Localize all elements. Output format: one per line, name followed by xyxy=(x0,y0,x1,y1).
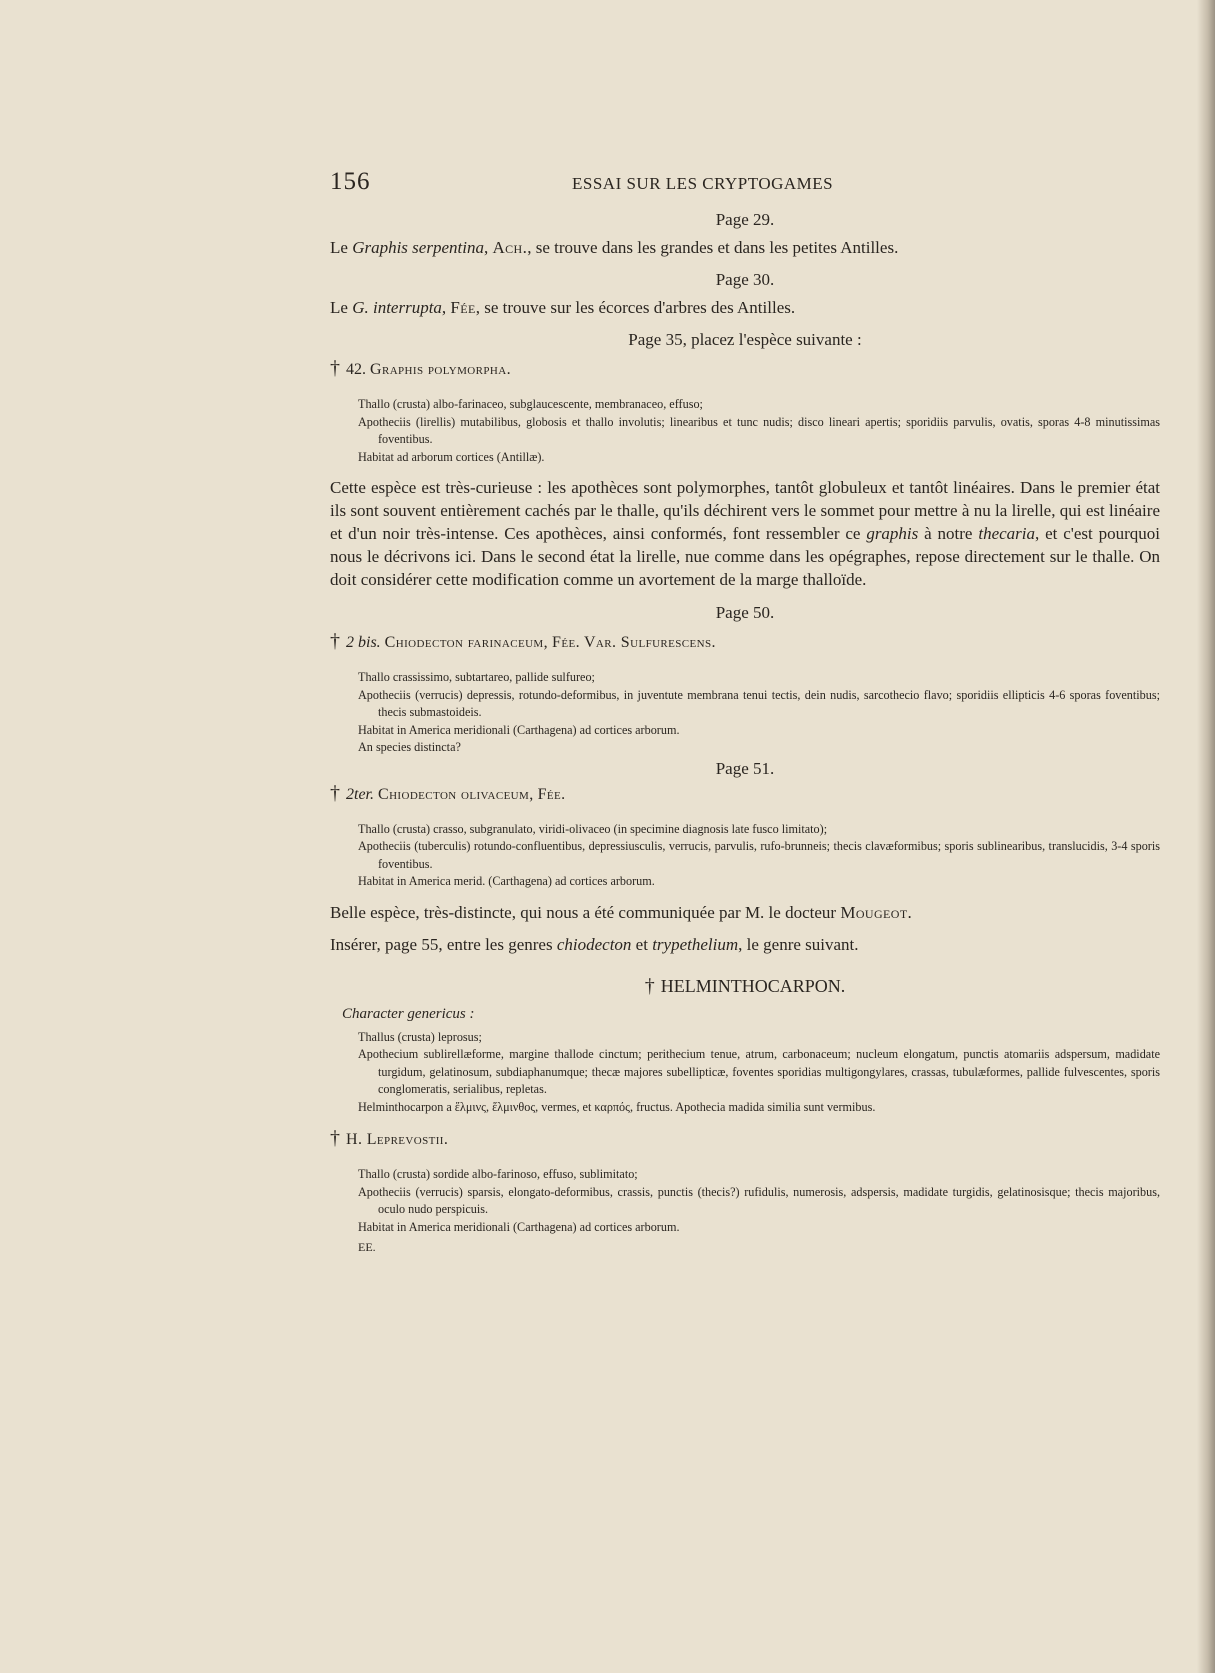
dagger-symbol: † xyxy=(330,781,340,804)
commentary-chiodecton-olivaceum: Belle espèce, très-distincte, qui nous a été communiquée par M. le docteur Mougeot. xyxy=(330,902,913,922)
genus-description-line: Apothecium sublirellæforme, margine thallode cinctum; perithecium tenue, atrum, carbonaceum; nucleum elongatum, punctis atomariis adspersum, madidate turgidum, gelatinosum, subdiaphanumque; thecæ majores subellipticæ, foventes sporidias multigongylares, crassas, tubulæformes, pallide fulvescentes, sporis conglomeratis, serialibus, repletas. xyxy=(358,1047,1160,1096)
page-ref-50: Page 50. xyxy=(715,603,775,622)
author-name: Fée xyxy=(450,298,476,317)
species-heading-chiodecton-olivaceum: † 2ter. Chiodecton olivaceum, Fée. xyxy=(330,781,566,804)
diagnosis-line: Thallo (crusta) albo-farinaceo, subglaucescente, membranaceo, effuso; xyxy=(358,397,703,411)
genus-heading xyxy=(330,973,1160,999)
note-page-29: Le Graphis serpentina, Ach., se trouve dans les grandes et dans les petites Antilles. xyxy=(330,238,899,257)
species-heading-chiodecton-farinaceum: † 2 bis. Chiodecton farinaceum, Fée. Var. Sulfurescens. xyxy=(330,630,716,652)
person-name: Mougeot. xyxy=(840,902,913,922)
variety-name: Var. Sulfurescens. xyxy=(583,634,716,651)
dagger-symbol: † xyxy=(644,974,655,997)
species-name: Chiodecton olivaceum, xyxy=(378,785,534,803)
dagger-symbol: † xyxy=(330,357,340,379)
diagnosis-line: Habitat ad arborum cortices (Antillæ). xyxy=(358,449,545,464)
dagger-symbol: † xyxy=(330,1127,340,1149)
page-number: 156 xyxy=(330,168,371,195)
species-name: H. Leprevostii. xyxy=(346,1131,449,1148)
running-title: ESSAI SUR LES CRYPTOGAMES xyxy=(572,174,834,193)
diagnosis-line: Habitat in America meridionali (Carthagena) ad cortices arborum. xyxy=(358,1219,680,1234)
diagnosis-line: Apotheciis (verrucis) sparsis, elongato-deformibus, crassis, punctis (thecis?) rufidulis, numerosis, adspersis, madidate turgidis, gelatinosisque; thecis majoribus, oculo nudo perspicuis. xyxy=(358,1184,1160,1216)
diagnosis-line: Apotheciis (verrucis) depressis, rotundo-deformibus, in juventute membrana tenui tectis, dein nudis, sarcothecio flavo; sporidiis ellipticis 4-6 sporas foventibus; thecis submastoideis. xyxy=(358,687,1160,719)
diagnosis-line: An species distincta? xyxy=(358,740,461,754)
page-ref-30: Page 30. xyxy=(715,270,775,289)
genus-description-line: Helminthocarpon a ἕλμινς, ἕλμινθος, vermes, et καρπός, fructus. Apothecia madida similia sunt vermibus. xyxy=(358,1099,876,1114)
page-ref-51: Page 51. xyxy=(715,758,775,778)
character-label: Character genericus : xyxy=(342,1005,475,1022)
page-content xyxy=(330,208,1160,1255)
page-edge-shadow xyxy=(1197,0,1215,1673)
author-name: Ach. xyxy=(492,238,528,257)
author-name: Fée. xyxy=(537,785,566,803)
commentary-graphis-polymorpha: Cette espèce est très-curieuse : les apothèces sont polymorphes, tantôt globuleux et tantôt linéaires. Dans le premier état ils sont souvent entièrement cachés par le thalle, qu'ils déchirent vers le sommet pour mettre à nu la lirelle, qui est linéaire et d'un noir très-intense. Ces apothèces, ainsi conformés, font ressembler ce graphis à notre thecaria, et c'est pourquoi nous le décrivons ici. Dans le second état la lirelle, nue comme dans les opégraphes, repose directement sur le thalle. On doit considérer cette modification comme un avortement de la marge thalloïde. xyxy=(330,478,1160,589)
dagger-symbol: † xyxy=(330,630,340,652)
page-ref-29: Page 29. xyxy=(715,210,775,229)
page-header xyxy=(0,168,1215,208)
genus-description-line: Thallus (crusta) leprosus; xyxy=(358,1029,482,1044)
diagnosis-line: Habitat in America meridionali (Carthagena) ad cortices arborum. xyxy=(358,722,680,737)
diagnosis-line: Thallo (crusta) crasso, subgranulato, viridi-olivaceo (in specimine diagnosis late fusco limitato); xyxy=(358,821,828,836)
signature: EE. xyxy=(358,1240,376,1254)
diagnosis-line: Thallo crassissimo, subtartareo, pallide sulfureo; xyxy=(358,670,595,684)
taxon-name: G. interrupta xyxy=(352,298,442,317)
diagnosis-line: Apotheciis (tuberculis) rotundo-confluentibus, depressiusculis, verrucis, parvulis, rufo-brunneis; thecis clavæformibus; sporis sublinearibus, translucidis, 3-4 sporis foventibus. xyxy=(358,839,1160,871)
genus-name: HELMINTHOCARPON. xyxy=(660,975,846,996)
insert-instruction: Insérer, page 55, entre les genres chiodecton et trypethelium, le genre suivant. xyxy=(330,934,859,954)
diagnosis-line: Habitat in America merid. (Carthagena) ad cortices arborum. xyxy=(358,874,655,888)
species-name: Chiodecton farinaceum, xyxy=(384,634,549,651)
species-heading-graphis-polymorpha: † 42. Graphis polymorpha. xyxy=(330,357,511,379)
page-ref-35: Page 35, placez l'espèce suivante : xyxy=(628,330,862,349)
author-name: Fée. xyxy=(552,634,580,651)
species-heading-h-leprevostii xyxy=(330,1126,1160,1152)
taxon-name: Graphis serpentina xyxy=(352,238,484,257)
note-page-30: Le G. interrupta, Fée, se trouve sur les écorces d'arbres des Antilles. xyxy=(330,298,796,317)
diagnosis-line: Thallo (crusta) sordide albo-farinoso, effuso, sublimitato; xyxy=(358,1167,638,1181)
diagnosis-line: Apotheciis (lirellis) mutabilibus, globosis et thallo involutis; linearibus et tunc nudis; disco lineari apertis; sporidiis parvulis, ovatis, sporas 4-8 minutissimas foventibus. xyxy=(358,414,1160,446)
species-name: Graphis polymorpha. xyxy=(370,361,511,378)
